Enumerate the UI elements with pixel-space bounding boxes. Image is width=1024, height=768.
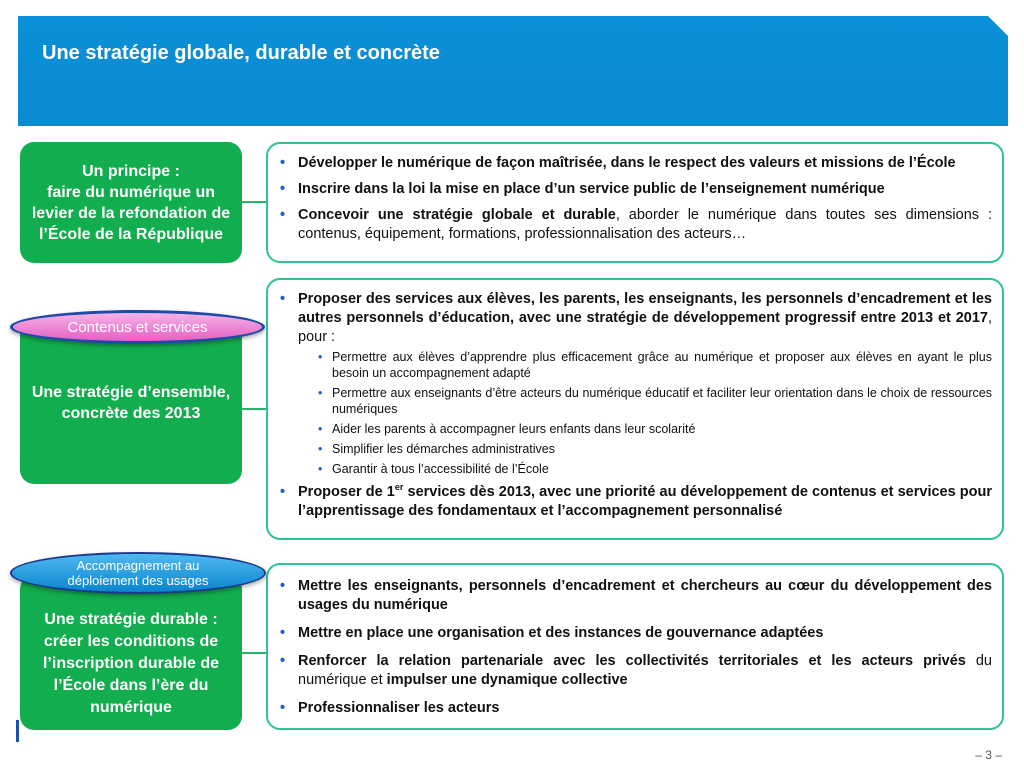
principle-box	[20, 142, 242, 263]
list-item-text: du numérique et	[298, 653, 992, 688]
strategy-box-text: Une stratégie d’ensemble, concrète des 2013	[31, 384, 231, 422]
principle-box-line-2: faire du numérique un levier de la refondation de l’École de la République	[31, 183, 231, 243]
sublist-item: • Aider les parents à accompagner leurs enfants dans leur scolarité	[298, 421, 992, 437]
services-panel	[266, 278, 1004, 540]
accompagnement-label-line-1: Accompagnement au	[76, 558, 200, 573]
list-item	[280, 699, 992, 718]
list-item-bold: impulser une dynamique collective	[386, 672, 628, 688]
list-item-bold: Inscrire dans la loi la mise en place d’un service public de l’enseignement numérique	[298, 181, 885, 197]
principle-panel	[266, 142, 1004, 263]
services-list	[280, 290, 992, 521]
page-number: – 3 –	[975, 748, 1002, 762]
list-item	[280, 290, 992, 477]
principle-box-line-1: Un principe :	[82, 162, 180, 180]
list-item-bold: Mettre les enseignants, personnels d’encadrement et chercheurs au cœur du développement des usages du numérique	[298, 578, 992, 613]
connector-3	[242, 652, 266, 654]
contenus-services-tab	[10, 310, 265, 344]
list-item-bold: Renforcer la relation partenariale avec les collectivités territoriales et les acteurs privés	[298, 653, 966, 669]
connector-2	[242, 408, 266, 410]
list-item-prefix: Proposer de 1	[298, 484, 395, 500]
sublist-item: • Permettre aux élèves d’apprendre plus efficacement grâce au numérique et proposer aux élèves en ayant le plus besoin un accompagnement adapté	[298, 349, 992, 381]
superscript: er	[394, 482, 404, 493]
sublist-item: • Permettre aux enseignants d’être acteurs du numérique éducatif et faciliter leur orientation dans le choix de ressources numériques	[298, 385, 992, 417]
list-item	[280, 180, 992, 199]
list-item	[280, 652, 992, 690]
connector-1	[242, 201, 266, 203]
list-item-bold: Concevoir une stratégie globale et durable	[298, 207, 616, 223]
durable-strategy-box	[20, 575, 242, 730]
list-item	[280, 577, 992, 615]
slide-header	[18, 16, 1008, 126]
accompagnement-tab	[10, 552, 266, 594]
services-sublist	[298, 349, 992, 477]
list-item-bold: Mettre en place une organisation et des instances de gouvernance adaptées	[298, 625, 824, 641]
accompaniment-list	[280, 577, 992, 718]
accompaniment-panel	[266, 563, 1004, 730]
sublist-item: • Garantir à tous l’accessibilité de l’École	[298, 461, 992, 477]
sublist-item: • Simplifier les démarches administratives	[298, 441, 992, 457]
list-item	[280, 483, 992, 521]
list-item-text: , aborder le numérique dans toutes ses dimensions : contenus, équipement, formations, professionnalisation des acteurs…	[298, 207, 992, 242]
list-item-text: , pour :	[298, 310, 992, 345]
list-item	[280, 624, 992, 643]
list-item-bold: Proposer des services aux élèves, les parents, les enseignants, les personnels d’encadrement et les autres personnels d’éducation, avec une stratégie de développement progressif entre 2013 et 2017	[298, 291, 992, 326]
list-item	[280, 154, 992, 173]
list-item-bold	[298, 484, 992, 519]
list-item-rest: services dès 2013, avec une priorité au développement de contenus et services pour l’apprentissage des fondamentaux et l’accompagnement personnalisé	[298, 484, 992, 519]
slide-title: Une stratégie globale, durable et concrète	[42, 42, 440, 64]
strategy-box	[20, 322, 242, 484]
list-item	[280, 206, 992, 244]
contenus-services-label: Contenus et services	[67, 318, 208, 336]
accompagnement-label-line-2: déploiement des usages	[67, 573, 209, 588]
list-item-bold: Professionnaliser les acteurs	[298, 700, 500, 716]
principle-list	[280, 154, 992, 244]
durable-strategy-text: Une stratégie durable : créer les conditions de l’inscription durable de l’École dans l’ère du numérique	[42, 610, 220, 716]
list-item-bold: Développer le numérique de façon maîtrisée, dans le respect des valeurs et missions de l’École	[298, 155, 956, 171]
slide-edge-mark	[16, 720, 19, 742]
